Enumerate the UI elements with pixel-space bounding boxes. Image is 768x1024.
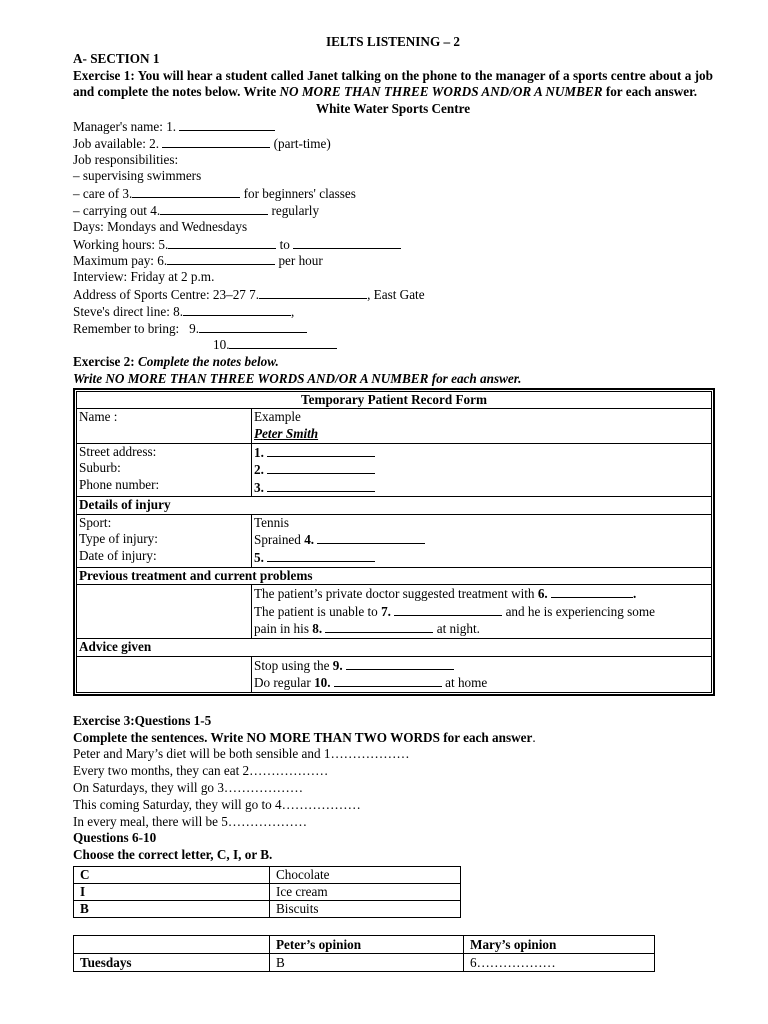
advice-answers xyxy=(252,656,712,692)
street-label: Street address: xyxy=(79,443,157,459)
day-label: Tuesdays xyxy=(74,954,270,972)
answer-blank[interactable] xyxy=(325,620,433,633)
notes-line-5 xyxy=(73,185,713,202)
answer-blank[interactable] xyxy=(179,118,275,131)
q-number: 2. xyxy=(254,462,264,478)
answer-blank[interactable] xyxy=(132,185,240,198)
answer-blank[interactable] xyxy=(293,236,401,249)
treatment-answers xyxy=(252,585,712,639)
notes-line-7: Days: Mondays and Wednesdays xyxy=(73,218,248,234)
centre-heading: White Water Sports Centre xyxy=(315,101,471,117)
notes-line-13 xyxy=(73,320,713,337)
mary-opinion-header: Mary’s opinion xyxy=(464,936,655,954)
patient-record-table xyxy=(76,391,712,693)
exercise-3-instruction xyxy=(73,730,713,747)
option-text: Chocolate xyxy=(270,867,461,884)
patient-record-form xyxy=(73,388,715,696)
contact-labels xyxy=(77,443,252,497)
notes-line-12 xyxy=(73,303,713,320)
answer-blank[interactable] xyxy=(160,202,268,215)
exercise-2-instruction: Complete the notes below. xyxy=(137,354,279,370)
opinion-header-row xyxy=(74,936,655,954)
answer-blank[interactable] xyxy=(183,303,291,316)
notes-label: Steve's direct line: 8. xyxy=(73,303,184,319)
notes-label: – care of 3. xyxy=(73,186,133,202)
notes-label: Remember to bring: xyxy=(73,320,180,336)
sentence-1: Peter and Mary’s diet will be both sensible and 1……………… xyxy=(73,746,410,762)
notes-line-6 xyxy=(73,202,713,219)
answer-blank[interactable] xyxy=(162,135,270,148)
exercise-1-instruction-end: for each answer. xyxy=(602,84,698,100)
example-cell xyxy=(252,409,712,443)
advice-heading: Advice given xyxy=(77,639,712,657)
form-text: Stop using the xyxy=(254,657,330,673)
notes-label: per hour xyxy=(278,253,323,269)
form-text: . xyxy=(633,586,637,602)
notes-line-11 xyxy=(73,286,713,303)
exercise-2-heading xyxy=(73,354,713,371)
notes-label: Job available: 2. xyxy=(73,135,160,151)
notes-label: Maximum pay: 6. xyxy=(73,253,168,269)
questions-6-10-title: Questions 6-10 xyxy=(73,830,157,846)
notes-line-8 xyxy=(73,236,713,253)
peter-answer: B xyxy=(270,954,464,972)
options-table xyxy=(73,866,461,918)
answer-blank[interactable] xyxy=(346,657,454,670)
form-text: and he is experiencing some xyxy=(505,603,655,619)
answer-blank[interactable] xyxy=(267,549,375,562)
answer-blank[interactable] xyxy=(317,531,425,544)
option-row xyxy=(74,884,461,901)
q-number: 4. xyxy=(304,532,315,548)
answer-blank[interactable] xyxy=(167,252,275,265)
notes-line-14 xyxy=(73,336,713,353)
form-text: at home xyxy=(445,675,488,691)
q-number: 5. xyxy=(254,550,264,566)
previous-treatment-heading: Previous treatment and current problems xyxy=(77,567,712,585)
option-letter: B xyxy=(74,901,270,918)
form-text: pain in his xyxy=(254,621,309,637)
answer-blank[interactable] xyxy=(267,444,375,457)
notes-label: 10. xyxy=(213,337,230,353)
notes-label: 9. xyxy=(189,320,199,336)
empty-cell xyxy=(77,585,252,639)
option-text: Biscuits xyxy=(270,901,461,918)
notes-label: Manager's name: 1. xyxy=(73,118,177,134)
option-letter: I xyxy=(74,884,270,901)
notes-label: regularly xyxy=(271,202,320,218)
q-number: 6. xyxy=(537,586,548,602)
phone-label: Phone number: xyxy=(79,476,160,492)
notes-line-9 xyxy=(73,252,713,269)
example-label: Example xyxy=(254,409,301,425)
notes-label: for beginners' classes xyxy=(243,186,356,202)
notes-line-2 xyxy=(73,135,713,152)
notes-label: Working hours: 5. xyxy=(73,236,169,252)
sentence-5: In every meal, there will be 5……………… xyxy=(73,813,308,829)
option-text: Ice cream xyxy=(270,884,461,901)
answer-blank[interactable] xyxy=(267,461,375,474)
questions-6-10-instruction: Choose the correct letter, C, I, or B. xyxy=(73,847,273,863)
notes-label: Address of Sports Centre: 23–27 7. xyxy=(73,286,260,302)
q-number: 9. xyxy=(332,657,343,673)
sentence-2: Every two months, they can eat 2……………… xyxy=(73,763,329,779)
notes-line-4: – supervising swimmers xyxy=(73,168,202,184)
injury-answers xyxy=(252,514,712,567)
injury-heading: Details of injury xyxy=(77,497,712,515)
opinion-table xyxy=(73,935,655,972)
form-text: The patient’s private doctor suggested treatment with xyxy=(254,586,535,602)
suburb-label: Suburb: xyxy=(79,460,121,476)
exercise-1-word-limit: NO MORE THAN THREE WORDS AND/OR A NUMBER xyxy=(279,84,603,100)
option-letter: C xyxy=(74,867,270,884)
q-number: 7. xyxy=(381,603,391,619)
answer-blank[interactable] xyxy=(259,286,367,299)
exercise-1-label: Exercise 1: xyxy=(73,67,135,83)
answer-blank[interactable] xyxy=(334,674,442,687)
exercise-3-title: Exercise 3:Questions 1-5 xyxy=(73,712,212,728)
exercise-1-intro xyxy=(73,68,713,102)
notes-label: , East Gate xyxy=(367,286,425,302)
q-number: 10. xyxy=(314,675,331,691)
notes-line-3: Job responsibilities: xyxy=(73,151,179,167)
option-row xyxy=(74,867,461,884)
exercise-1-instruction: You will hear a student called Janet talking on the phone to the manager of a sports centre about a job and complete the notes below. Write xyxy=(73,67,713,100)
document-page xyxy=(73,34,713,972)
section-heading: A- SECTION 1 xyxy=(73,50,160,66)
notes-label: to xyxy=(279,236,290,252)
form-text: The patient is unable to xyxy=(254,603,378,619)
exercise-2-word-limit: Write NO MORE THAN THREE WORDS AND/OR A NUMBER for each answer. xyxy=(73,370,522,386)
q-number: 1. xyxy=(254,444,264,460)
form-text: at night. xyxy=(436,621,480,637)
mary-answer[interactable]: 6……………… xyxy=(464,954,655,972)
notes-label: – carrying out 4. xyxy=(73,202,161,218)
answer-blank[interactable] xyxy=(199,320,307,333)
injury-labels xyxy=(77,514,252,567)
q-number: 8. xyxy=(312,621,323,637)
answer-blank[interactable] xyxy=(394,603,502,616)
empty-cell xyxy=(77,656,252,692)
notes-line-10: Interview: Friday at 2 p.m. xyxy=(73,269,215,285)
example-value: Peter Smith xyxy=(254,425,319,441)
answer-blank[interactable] xyxy=(168,236,276,249)
q-number: 3. xyxy=(254,479,264,495)
notes-line-1 xyxy=(73,118,713,135)
sport-label: Sport: xyxy=(79,514,112,530)
name-label: Name : xyxy=(77,409,252,443)
page-title: IELTS LISTENING – 2 xyxy=(325,34,460,49)
exercise-2-label: Exercise 2: xyxy=(73,354,135,370)
sentence-3: On Saturdays, they will go 3……………… xyxy=(73,780,304,796)
answer-blank[interactable] xyxy=(267,479,375,492)
notes-label: , xyxy=(291,303,295,319)
form-title: Temporary Patient Record Form xyxy=(77,391,712,409)
empty-header xyxy=(74,936,270,954)
sport-value: Tennis xyxy=(254,514,289,530)
form-text: Do regular xyxy=(254,675,311,691)
date-label: Date of injury: xyxy=(79,548,157,564)
instruction-text: Complete the sentences. Write NO MORE THAN TWO WORDS for each answer xyxy=(73,729,533,745)
option-row xyxy=(74,901,461,918)
notes-label: (part-time) xyxy=(273,135,331,151)
instruction-end: . xyxy=(532,729,536,745)
type-value: Sprained xyxy=(254,532,301,548)
peter-opinion-header: Peter’s opinion xyxy=(270,936,464,954)
answer-blank[interactable] xyxy=(229,336,337,349)
answer-blank[interactable] xyxy=(551,585,633,598)
opinion-row xyxy=(74,954,655,972)
type-label: Type of injury: xyxy=(79,531,158,547)
sentence-4: This coming Saturday, they will go to 4……………… xyxy=(73,796,361,812)
contact-answers xyxy=(252,443,712,497)
